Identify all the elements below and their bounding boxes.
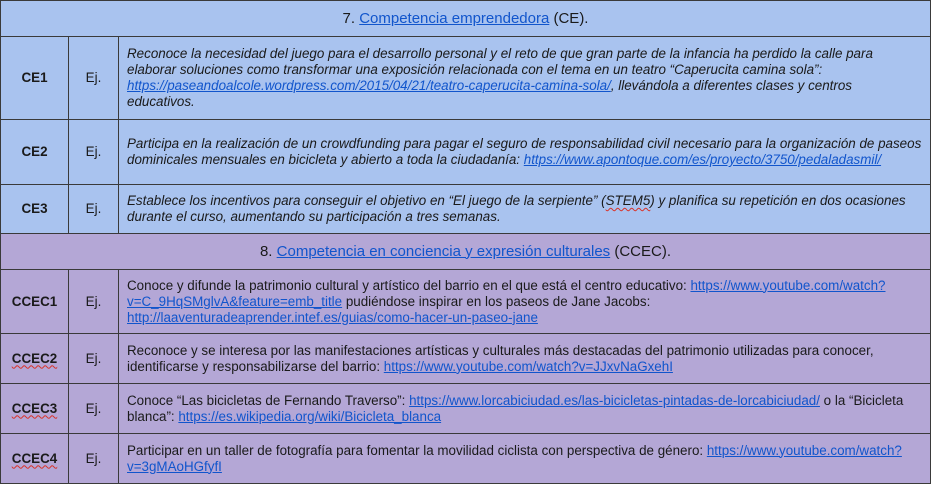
section-8-header-row	[1, 234, 931, 270]
section-7-link[interactable]: Competencia emprendedora	[359, 9, 550, 27]
row-code: CCEC4	[1, 434, 69, 484]
row-description	[119, 434, 931, 484]
row-code: CE3	[1, 185, 69, 234]
table-row-ce3	[1, 185, 931, 234]
row-ej: Ej.	[69, 120, 119, 185]
section-8-abbr: (CCEC).	[614, 242, 672, 260]
description-text: Establece los incentivos para conseguir el objetivo en “El juego de la serpiente” (	[127, 193, 606, 208]
description-link[interactable]: https://www.youtube.com/watch?v=JJxvNaGxehI	[383, 358, 673, 374]
description-text: o la “Bicicleta blanca”:	[127, 392, 904, 424]
section-8-heading	[1, 234, 931, 270]
section-7-number: 7.	[342, 9, 356, 27]
row-ej: Ej.	[69, 270, 119, 334]
description-text: Participa en la realización de un crowdfunding para pagar el seguro de responsabilidad civil necesario para la organización de paseos dominicales mensuales en bicicleta y abierto a toda la ciudadanía:	[127, 136, 922, 167]
section-7-header-row	[1, 1, 931, 37]
description-text: Participar en un taller de fotografía para fomentar la movilidad ciclista con perspectiva de género:	[127, 442, 704, 458]
description-link[interactable]: http://laaventuradeaprender.intef.es/guias/como-hacer-un-paseo-jane	[127, 309, 538, 325]
row-code: CCEC2	[1, 334, 69, 384]
table-row-ce1	[1, 37, 931, 120]
row-code: CCEC3	[1, 384, 69, 434]
row-ej: Ej.	[69, 384, 119, 434]
row-ej: Ej.	[69, 185, 119, 234]
description-text: Conoce y difunde la patrimonio cultural y artístico del barrio en el que está el centro educativo:	[127, 277, 687, 293]
row-code: CE2	[1, 120, 69, 185]
description-text: ) y planifica su repetición en dos ocasiones durante el curso, aumentando su participación a tres semanas.	[127, 193, 906, 224]
section-8-number: 8.	[259, 242, 273, 260]
row-description	[119, 120, 931, 185]
description-text: Conoce “Las bicicletas de Fernando Traverso”:	[127, 392, 410, 408]
row-description	[119, 384, 931, 434]
row-description	[119, 185, 931, 234]
row-ej: Ej.	[69, 334, 119, 384]
description-text: , llevándola a diferentes clases y centros educativos.	[127, 78, 852, 109]
description-link[interactable]: https://www.youtube.com/watch?v=C_9HqSMglvA&feature=emb_title	[127, 277, 886, 309]
table-row-ccec2	[1, 334, 931, 384]
description-link[interactable]: https://www.lorcabiciudad.es/las-bicicletas-pintadas-de-lorcabiciudad/	[409, 392, 820, 408]
table-row-ccec4	[1, 434, 931, 484]
row-code: CE1	[1, 37, 69, 120]
description-text: Reconoce y se interesa por las manifestaciones artísticas y culturales más destacadas del patrimonio utilizadas para conocer, identificarse y responsabilizarse del barrio:	[127, 342, 874, 374]
row-ej: Ej.	[69, 434, 119, 484]
table-row-ccec1	[1, 270, 931, 334]
row-ej: Ej.	[69, 37, 119, 120]
section-7-abbr: (CE).	[553, 9, 589, 27]
description-link[interactable]: https://www.youtube.com/watch?v=3gMAoHGfyfI	[127, 442, 902, 474]
stem-reference: STEM5	[605, 193, 651, 208]
row-description	[119, 37, 931, 120]
description-link[interactable]: https://paseandoalcole.wordpress.com/2015/04/21/teatro-caperucita-camina-sola/	[127, 78, 611, 93]
row-code: CCEC1	[1, 270, 69, 334]
description-link[interactable]: https://es.wikipedia.org/wiki/Bicicleta_blanca	[178, 408, 442, 424]
section-8-link[interactable]: Competencia en conciencia y expresión culturales	[276, 242, 611, 260]
description-text: Reconoce la necesidad del juego para el desarrollo personal y el reto de que gran parte de la infancia ha perdido la calle para elaborar soluciones como transformar una exposición relacionada con el tema en un teatro “Caperucita camina sola”:	[127, 46, 873, 77]
section-7-heading	[1, 1, 931, 37]
description-text: pudiéndose inspirar en los paseos de Jane Jacobs:	[342, 293, 651, 309]
table-row-ce2	[1, 120, 931, 185]
row-description	[119, 270, 931, 334]
description-link[interactable]: https://www.apontoque.com/es/proyecto/3750/pedaladasmil/	[523, 152, 882, 167]
row-description	[119, 334, 931, 384]
table-row-ccec3	[1, 384, 931, 434]
